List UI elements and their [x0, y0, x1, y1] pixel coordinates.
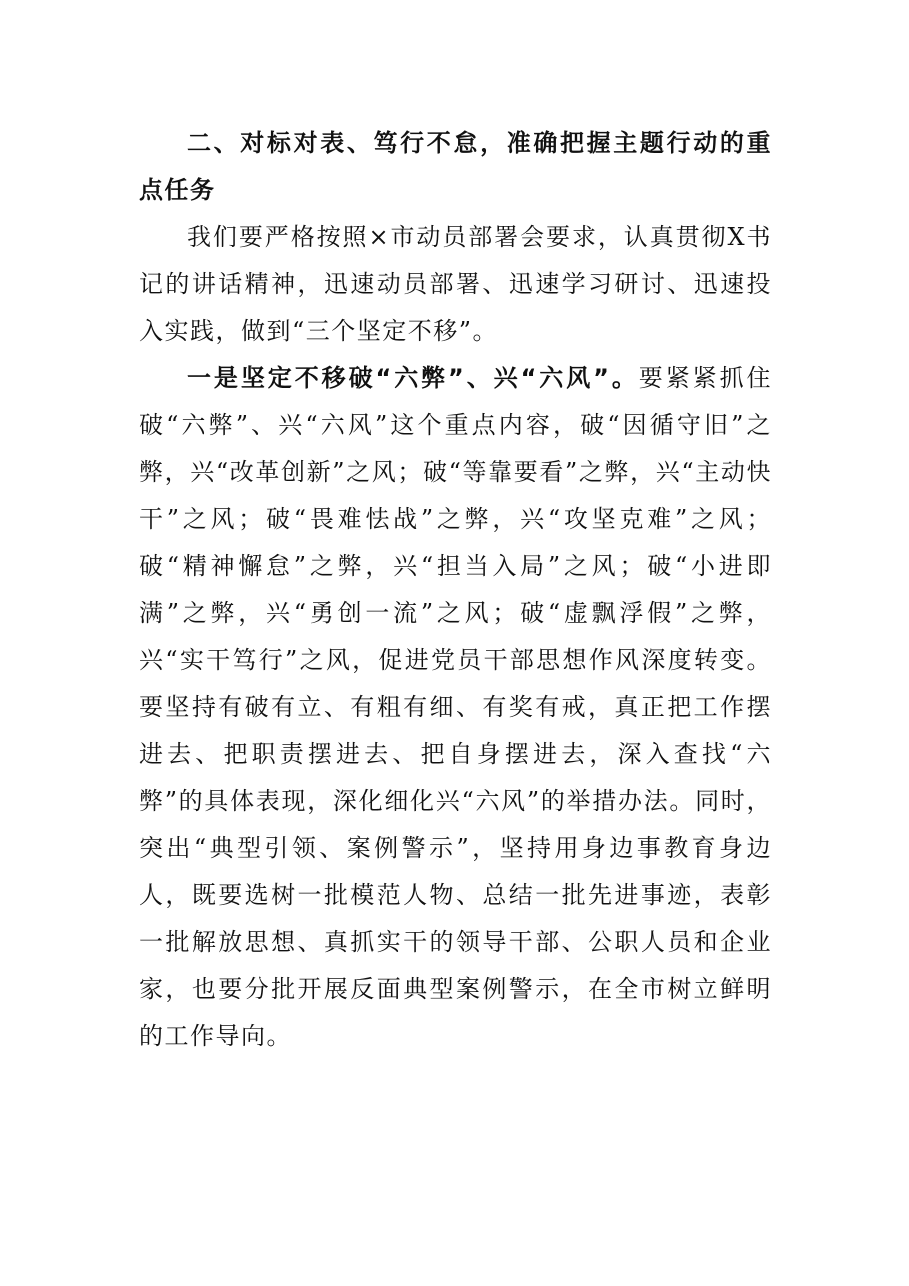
- document-body: [139, 120, 772, 1060]
- point-one-lead: 一是坚定不移破“六弊”、兴“六风”。: [187, 364, 639, 392]
- point-one-body: 要紧紧抓住破“六弊”、兴“六风”这个重点内容，破“因循守旧”之弊，兴“改革创新”之风；破“等靠要看”之弊，兴“主动快干”之风；破“畏难怯战”之弊，兴“攻坚克难”之风；破“精神懈怠”之弊，兴“担当入局”之风；破“小进即满”之弊，兴“勇创一流”之风；破“虚飘浮假”之弊，兴“实干笃行”之风，促进党员干部思想作风深度转变。要坚持有破有立、有粗有细、有奖有戒，真正把工作摆进去、把职责摆进去、把自身摆进去，深入查找“六弊”的具体表现，深化细化兴“六风”的举措办法。同时，突出“典型引领、案例警示”，坚持用身边事教育身边人，既要选树一批模范人物、总结一批先进事迹，表彰一批解放思想、真抓实干的领导干部、公职人员和企业家，也要分批开展反面典型案例警示，在全市树立鲜明的工作导向。: [139, 364, 773, 1050]
- section-heading: 二、对标对表、笃行不怠，准确把握主题行动的重点任务: [139, 129, 772, 204]
- point-one-paragraph: [139, 355, 772, 1060]
- intro-paragraph: 我们要严格按照×市动员部署会要求，认真贯彻X书记的讲话精神，迅速动员部署、迅速学习研讨、迅速投入实践，做到“三个坚定不移”。: [139, 223, 772, 345]
